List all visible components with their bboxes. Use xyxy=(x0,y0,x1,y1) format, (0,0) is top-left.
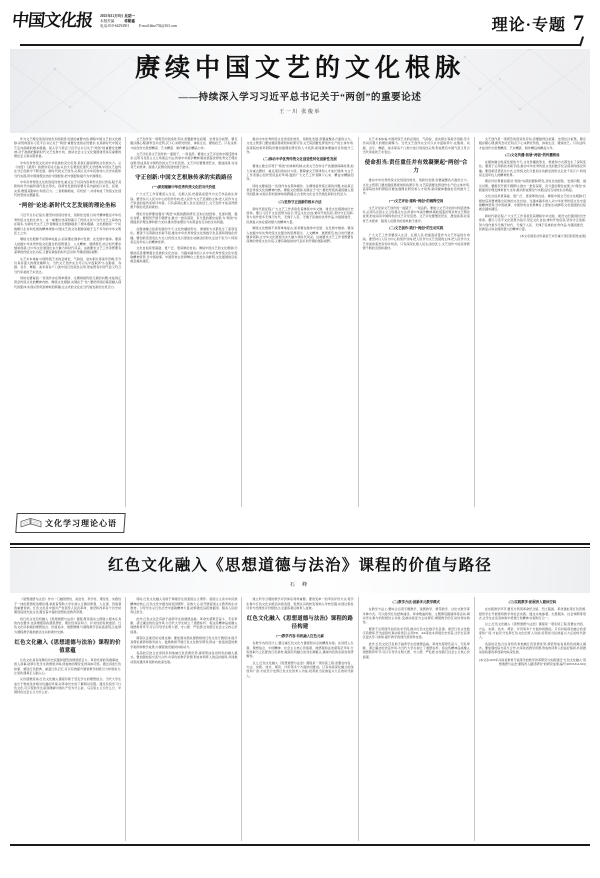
article1-section-heading: “两创”论述:新时代文艺发展的理论坐标 xyxy=(18,203,117,210)
paragraph: 文艺评论是文艺创作的一面镜子、一剂良药。要建立文艺评论的中国话语体系,运用马克思主义立场观点方法,传承中华美学精神,吸收借鉴世界优秀文艺理论成果,形成具有中国特色的文艺评论话语。文艺评论要褒优贬劣、激浊扬清,对违背艺术规律、脱离人民群众的现象敢于批评。 xyxy=(362,205,470,223)
paragraph: 在媒体融合纵深发展的今天,文化传播的形态、渠道和方式都发生了深刻变化。要善于运用新技术新手段,推动中华优秀传统文化的数字化呈现和网络化传播。要创新话语表达方式,让传统文化以更加生动鲜活的形式走进千家万户,特别是走进年轻人的精神世界。 xyxy=(478,160,587,178)
publication-info xyxy=(100,8,177,30)
paragraph: 总之,红色文化融入《思想道德与法治》课程是一项系统工程,需要在内容、方法、实践、技术、师资、评价等多个方面协同推进。只有持续深化融合的深度和广度,才能充分发挥红色文化的育人功能,培养担当民族复兴大任的时代新人。 xyxy=(246,660,354,678)
editor-name: 蒋繁鑫 xyxy=(124,19,135,24)
masthead-section xyxy=(492,8,590,35)
article2-subsection-heading: (二)教学方法:创新多元教学模式 xyxy=(392,600,440,605)
contact-phone: 电话:010-64294501 xyxy=(100,24,130,29)
masthead-divider xyxy=(20,44,580,46)
article1-columns xyxy=(10,137,590,507)
paragraph: 同时也要看到,一些创作存在简单模仿、生硬嫁接传统元素的问题,未能真正领会传统文化的精神内核。赓续文化根脉,关键在于“化”,要把传统的基因融入现代的肌体,实现从形似到神似的跨越,让古老的文化在当代焕发新的生机活力。 xyxy=(14,275,122,289)
paragraph: 师资队伍建设是关键支撑。要加强对思政课教师的红色文化专题培训,提升其理论素养和教学能力。鼓励教师开展红色文化教学研究,形成一批高质量的教学案例和教学成果,为课程建设提供持续动力。 xyxy=(130,635,238,649)
open-book-icon xyxy=(20,516,42,530)
section-banner-box xyxy=(15,513,125,533)
paragraph: 推动中华优秀传统文化创造性转化、创新性发展,需要凝聚各方面的合力。文化主管部门要加强统筹规划和政策引导,文艺院团要发挥创作生产的主体作用,高等院校和科研院所要加强理论研究和人才培养,新闻媒体要做好宣传推介工作。 xyxy=(246,137,354,155)
article2-byline: 石 峰 xyxy=(289,583,311,589)
article2-column-2 xyxy=(126,597,242,841)
paragraph: 从价值维度看,红色文化融入课程有助于坚定学生的理想信念。当代大学生成长于物质条件相对优越的环境,对革命历史的了解相对有限。通过系统学习红色文化,可以帮助学生深刻理解中国共产党为什么能、马克思主义为什么行、中国特色社会主义为什么好。 xyxy=(14,677,122,695)
masthead xyxy=(10,0,590,46)
paragraph: 文化自信是更基础、更广泛、更深厚的自信。赓续中国文艺的文化根脉,归根结底是要增强全民族的文化自信。当越来越多的人从中华优秀传统文化中汲取精神营养,当中国故事、中国形象在世界舞台上更加生动鲜明,文化强国的目标就会越来越近。 xyxy=(478,194,587,212)
article1-column-2 xyxy=(126,137,242,507)
article1-subsection-heading: (二)文艺创作:践行“两创”的生动实践 xyxy=(389,226,444,231)
paragraph: 广大文艺工作者要深入生活、扎根人民,把提高质量作为文艺作品的生命线。要坚持以人民为中心的创作导向,把人民作为文艺表现的主体,把人民作为文艺审美的鉴赏家和评判者。只有深深扎根人民生活的沃土,文艺创作才能获得源源不断的灵感和素材。 xyxy=(362,233,470,251)
page-bottom-divider xyxy=(10,844,590,845)
paragraph: 总之,红色文化融入《思想道德与法治》课程是一项系统工程,需要在内容、方法、实践、技术、师资、评价等多个方面协同推进。只有持续深化融合的深度和广度,才能充分发挥红色文化的育人功能,培养担当民族复兴大任的时代新人。 xyxy=(478,622,587,640)
section-divider-thick xyxy=(10,543,590,545)
paragraph: 作为文艺理论创造性转化和创新性发展的重要内容,赓续中国文艺的文化根脉,是贯彻落实习近平总书记关于“两创”重要论述的必然要求,也是新时代中国文艺走向高峰的根本遵循。深入学习领会习近平总书记关于“两创”的重要论述精神,对于准确把握新时代文艺发展方向、推动社会主义文化强国建设具有重要的理论意义和实践价值。 xyxy=(14,137,122,159)
paragraph: 习近平总书记指出,要坚持创造性转化、创新性发展,以时代精神激活中华优秀传统文化的生命力。这一重要论述深刻揭示了传统文化与当代文艺之间的内在联系,为新时代文艺工作者赓续文化根脉提供了根本遵循。文化根脉是一个民族赖以生存和发展的精神命脉,中国文艺的文化根脉深植于五千多年的中华文明沃土之中。 xyxy=(14,213,122,235)
paragraph: 广大文艺工作者要深入生活、扎根人民,把提高质量作为文艺作品的生命线。要坚持以人民为中心的创作导向,把人民作为文艺表现的主体,把人民作为文艺审美的鉴赏家和评判者。只有深深扎根人民生活的沃土,文艺创作才能获得源源不断的灵感和素材。 xyxy=(130,192,238,210)
paragraph: 推动中华优秀传统文化创造性转化、创新性发展,需要凝聚各方面的合力。文化主管部门要加强统筹规划和政策引导,文艺院团要发挥创作生产的主体作用,高等院校和科研院所要加强理论研究和人才培养,新闻媒体要做好宣传推介工作。 xyxy=(362,178,470,196)
publication-date: 2025年12月8日 星期一 xyxy=(100,14,136,18)
article1-subsection-heading: (三)文化传播:拓展“两创”的传播格局 xyxy=(505,153,560,158)
article1-subsection-heading: (三)坚持守正创新的根本方法 xyxy=(278,199,322,204)
article1-section-heading: 使命担当:责任重任并有效凝聚起“两创”合力 xyxy=(364,160,468,175)
section-title: 理论·专题 xyxy=(491,17,566,34)
article2-subsection-heading: (一)教学内容:有机融入红色元素 xyxy=(276,634,324,639)
article2-section-heading: 红色文化融入《思想道德与法治》课程的路径构建 xyxy=(246,616,354,631)
paragraph: 此外,红色文化还有助于涵养学生的道德品格。革命先辈艰苦奋斗、无私奉献、清正廉洁的优良作风,为当代大学生树立了道德标杆。将这些精神品质融入道德教育环节,可以引导学生明大德、守公德、严私德,自觉践行社会主义核心价值观。 xyxy=(362,641,470,659)
article1-byline: 王一川 张俊举 xyxy=(279,110,321,115)
article2-column-5 xyxy=(475,597,590,841)
paragraph: 红色文化具有深厚的历史底蕴和强烈的情感感召力。革命先辈的英雄事迹、感人故事,能够引发学生的情感共鸣,使抽象的理论变得具体可感。通过讲述红色故事、解读红色经典、重温红色记忆,可以有效提升课堂教学的吸引力和感染力,让思政课真正入脑入心。 xyxy=(14,657,122,675)
article1-headline: 赓续中国文艺的文化根脉 xyxy=(134,55,465,82)
article1-column-4 xyxy=(359,137,475,507)
paragraph: 要建立健全有利于“两创”的体制机制,完善文艺创作生产的激励保障政策,加大对重点题材、重点项目的扶持力度。要尊重文艺规律和人才成长规律,为文艺工作者潜心创作营造良好环境,鼓励广大文艺工作者静下心来、精益求精搞创作。 xyxy=(246,164,354,182)
paragraph: 在教学内容设计上,要注重红色文化与课程知识点的精准对接。在讲授人生观、理想信念、中国精神、社会主义核心价值观、道德观和法治观等章节时,分别选取与之匹配的红色素材,做到有机融合而非生硬植入,确保内容的系统性和逻辑性。 xyxy=(246,641,354,659)
article2-column-1 xyxy=(10,597,126,841)
paragraph: 文艺创作是一项艰苦的创造性劳动,需要耐得住寂寞、坐得住冷板凳。要克服浮躁心理,摒弃急功近利,沉下心来研究传统、体验生活、锤炼技艺。只有这样,才能创作出思想精深、艺术精湛、制作精良的精品力作。 xyxy=(478,137,587,150)
article1-subsection-heading: (一)文艺评论:建构“两创”的阐释空间 xyxy=(389,198,444,203)
article2-column-3 xyxy=(242,597,358,841)
paragraph: 将红色文化有机融入《思想道德与法治》课程,既是落实立德树人根本任务的内在要求,也是增强思政课思想性、理论性和亲和力、针对性的有效途径。红色文化所承载的理想信念、价值追求、道德情操,与课程教学目标高度契合,能够为课程教学提供鲜活生动的素材支撑。 xyxy=(14,616,122,634)
paragraph: 从艺术本体看,中国传统艺术的意境论、气韵说、虚实相生等美学范畴,至今仍具有强大的理论阐释力。当代文艺创作完全可以从中汲取养分,在影视、戏剧、音乐、舞蹈、美术等各个门类中进行创造性运用,形成既有中国气派又符合当代审美的艺术表达。 xyxy=(14,256,122,274)
article1-subsection-heading: (二)推动中华优秀传统文化创造性转化创新性发展 xyxy=(263,157,337,162)
paragraph: 在媒体融合纵深发展的今天,文化传播的形态、渠道和方式都发生了深刻变化。要善于运用新技术新手段,推动中华优秀传统文化的数字化呈现和网络化传播。要创新话语表达方式,让传统文化以更加生动鲜活的形式走进千家万户,特别是走进年轻人的精神世界。 xyxy=(130,226,238,244)
paragraph: 新时代新征程,广大文艺工作者肩负着赓续中华文脉、建设文化强国的历史使命。要以习近平文化思想为指引,坚定文化自信,秉持开放包容,坚持守正创新,努力创作更多无愧于时代、无愧于人民、无愧于民族的优秀作品,为强国建设、民族复兴伟业提供强大的精神力量。 xyxy=(246,206,354,224)
paragraph: 中华优秀传统文化的创造性转化,重点在于对其内容和形式加以改造,赋予其新的时代内涵和现代表达形式。创新性发展则是要对其内涵加以补充、拓展、完善,增强其影响力和感召力。二者相辅相成、有机统一,共同构成了传统文化现代转型的完整路径。 xyxy=(14,180,122,198)
article1-header xyxy=(10,49,590,133)
paragraph: 理论评论界要加强对“两创”实践的跟踪研究,及时总结经验、发现问题、提出对策。要组织开展专题研讨,推出一批有深度、有分量的理论成果,为“两创”实践提供学理支撑和智力支持,推动形成理论与实践良性互动的生动局面。 xyxy=(130,211,238,225)
paragraph: 在实践教学环节,要充分利用革命纪念馆、烈士陵园、革命遗址等红色资源,组织学生开展现场教学和社会实践。通过实地参观、志愿服务、社会调研等形式,让学生在亲身体验中感悟红色精神,实现知行合一。 xyxy=(478,607,587,620)
page-number: 7 xyxy=(573,10,584,35)
paragraph: 赓续文化根脉不是简单地复古,而是要在继承中发展、在发展中继承。要深入挖掘中华优秀传统文化蕴含的思想观念、人文精神、道德规范,结合时代要求继承创新,让中华文化展现出永久魅力和时代风采。这就要求文艺工作者既要有深厚的传统文化功底,又要有敏锐的时代意识和开阔的国际视野。 xyxy=(246,226,354,244)
paragraph: 文艺评论是文艺创作的一面镜子、一剂良药。要建立文艺评论的中国话语体系,运用马克思主义立场观点方法,传承中华美学精神,吸收借鉴世界优秀文艺理论成果,形成具有中国特色的文艺评论话语。文艺评论要褒优贬劣、激浊扬清,对违背艺术规律、脱离人民群众的现象敢于批评。 xyxy=(130,152,238,170)
article2-header xyxy=(10,549,590,593)
article2-tail-note: (本文系2025年河南省教育厅高等学校教学改革研究与实践项目“红色文化融入‘思想道德与法治’课程育人路径研究”的研究成果,编号:2025SJGLX01) xyxy=(479,657,587,667)
paragraph: 同时,红色文化融入有助于厚植学生的爱国主义情怀。爱国主义是中华民族精神的核心,红色文化中蕴含的家国情怀、民族大义,是开展爱国主义教育的生动教材。引导学生从红色历史中汲取精神力量,能够激发其报效祖国、服务人民的责任担当。 xyxy=(130,597,238,615)
paragraph: 文化自信是更基础、更广泛、更深厚的自信。赓续中国文艺的文化根脉,归根结底是要增强全民族的文化自信。当越来越多的人从中华优秀传统文化中汲取精神营养,当中国故事、中国形象在世界舞台上更加生动鲜明,文化强国的目标就会越来越近。 xyxy=(130,246,238,264)
article1-section-heading: 守正创新:中国文艺根脉传承的实践路径 xyxy=(135,175,233,182)
paragraph: 要善于运用现代信息技术手段,推动红色文化数字化呈现。建设红色文化数字资源库,开发虚拟仿真实验项目,运用VR、AR等技术再现历史场景,让学生获得沉浸式学习体验,提升教学的现代感和科技感。 xyxy=(362,626,470,640)
article1-column-5 xyxy=(475,137,590,507)
article1-subheadline: ——持续深入学习习近平总书记关于“两创”的重要论述 xyxy=(178,93,422,103)
paragraph: 理论评论界要加强对“两创”实践的跟踪研究,及时总结经验、发现问题、提出对策。要组织开展专题研讨,推出一批有深度、有分量的理论成果,为“两创”实践提供学理支撑和智力支持,推动形成理论与实践良性互动的生动局面。 xyxy=(478,179,587,193)
section-banner-label: 文化学习理论心语 xyxy=(45,518,117,528)
paragraph: 各高校应结合自身特色和地域红色资源优势,探索形成各具特色的融入模式。要加强校际交流与合作,共享优质教学资源,形成协同育人的良好格局,共同推动思政课改革创新向纵深发展。 xyxy=(478,641,587,655)
article2-subsection-heading: (三)实践教学:拓展育人载体空间 xyxy=(508,600,557,605)
article1-subsection-heading: (一)深刻理解中华优秀传统文化的当代价值 xyxy=(152,185,216,190)
paragraph: 此外,红色文化还有助于涵养学生的道德品格。革命先辈艰苦奋斗、无私奉献、清正廉洁的优良作风,为当代大学生树立了道德标杆。将这些精神品质融入道德教育环节,可以引导学生明大德、守公德、严私德,自觉践行社会主义核心价值观。 xyxy=(130,616,238,634)
paragraph: 各高校应结合自身特色和地域红色资源优势,探索形成各具特色的融入模式。要加强校际交流与合作,共享优质教学资源,形成协同育人的良好格局,共同推动思政课改革创新向纵深发展。 xyxy=(130,650,238,664)
paragraph: 在教学方法上,要综合运用专题教学、案例教学、情景教学、讨论式教学等多种方式。可以组织红色经典诵读、革命歌曲传唱、主题情景剧演绎等活动,调动学生参与的积极性主动性,变被动接受为主动探究,增强教学的互动性和实效性。 xyxy=(362,607,470,625)
section-divider-thin xyxy=(10,547,590,548)
article2-columns xyxy=(10,597,590,841)
section-banner xyxy=(10,511,590,541)
article1-tail-note: (本文系国家社科基金艺术学重大项目阶段性成果) xyxy=(519,234,587,239)
paragraph: 《思想道德与法治》作为一门融思想性、政治性、科学性、理论性、实践性于一体的思想政治理论课,承担着帮助大学生树立正确世界观、人生观、价值观的重要使命。红色文化是中国共产党领导人民在革命、建设和改革各个历史时期创造的先进文化,蕴含着丰富的思想政治教育资源。 xyxy=(14,597,122,615)
paragraph: 同时也要看到,一些创作存在简单模仿、生硬嫁接传统元素的问题,未能真正领会传统文化的精神内核。赓续文化根脉,关键在于“化”,要把传统的基因融入现代的肌体,实现从形似到神似的跨越,让古老的文化在当代焕发新的生机活力。 xyxy=(246,183,354,197)
paragraph: 从艺术本体看,中国传统艺术的意境论、气韵说、虚实相生等美学范畴,至今仍具有强大的理论阐释力。当代文艺创作完全可以从中汲取养分,在影视、戏剧、音乐、舞蹈、美术等各个门类中进行创造性运用,形成既有中国气派又符合当代审美的艺术表达。 xyxy=(362,137,470,155)
newspaper-logo: 中国文化报 xyxy=(11,11,94,30)
contact-email: E-mail:blue702@163.com xyxy=(138,24,178,29)
paragraph: 新时代新征程,广大文艺工作者肩负着赓续中华文脉、建设文化强国的历史使命。要以习近平文化思想为指引,坚定文化自信,秉持开放包容,坚持守正创新,努力创作更多无愧于时代、无愧于人民、无愧于民族的优秀作品,为强国建设、民族复兴伟业提供强大的精神力量。 xyxy=(478,213,587,231)
article2-column-4 xyxy=(359,597,475,841)
editor-label: 本版责编 xyxy=(100,19,115,24)
article1-column-3 xyxy=(242,137,358,507)
paragraph: 文艺创作是一项艰苦的创造性劳动,需要耐得住寂寞、坐得住冷板凳。要克服浮躁心理,摒弃急功近利,沉下心来研究传统、体验生活、锤炼技艺。只有这样,才能创作出思想精深、艺术精湛、制作精良的精品力作。 xyxy=(130,137,238,150)
paragraph: 中华优秀传统文化是中华民族的突出优势,是我们最深厚的文化软实力。从《诗经》《楚辞》到唐诗宋词元曲,从四大名著到近现代文学经典,中国文艺始终在守正创新中不断发展。新时代的文艺创作,必须立足中华民族伟大历史实践和当代实践,用中国道理总结好中国经验,把中国经验提升为中国理论。 xyxy=(14,160,122,178)
paragraph: 赓续文化根脉不是简单地复古,而是要在继承中发展、在发展中继承。要深入挖掘中华优秀传统文化蕴含的思想观念、人文精神、道德规范,结合时代要求继承创新,让中华文化展现出永久魅力和时代风采。这就要求文艺工作者既要有深厚的传统文化功底,又要有敏锐的时代意识和开阔的国际视野。 xyxy=(14,237,122,255)
article2-section-heading: 红色文化融入《思想道德与法治》课程的价值意蕴 xyxy=(14,639,121,654)
article2-headline: 红色文化融入《思想道德与法治》课程的价值与路径 xyxy=(107,557,493,575)
article1-column-1 xyxy=(10,137,126,507)
paragraph: 建立科学合理的教学评价体系同样重要。要改变单一的考试评价方式,将学生参与红色文化实践活动的表现、思想认识的转变等纳入考核范围,实现过程性评价与结果性评价相结合,全面客观反映育人成效。 xyxy=(246,597,354,610)
